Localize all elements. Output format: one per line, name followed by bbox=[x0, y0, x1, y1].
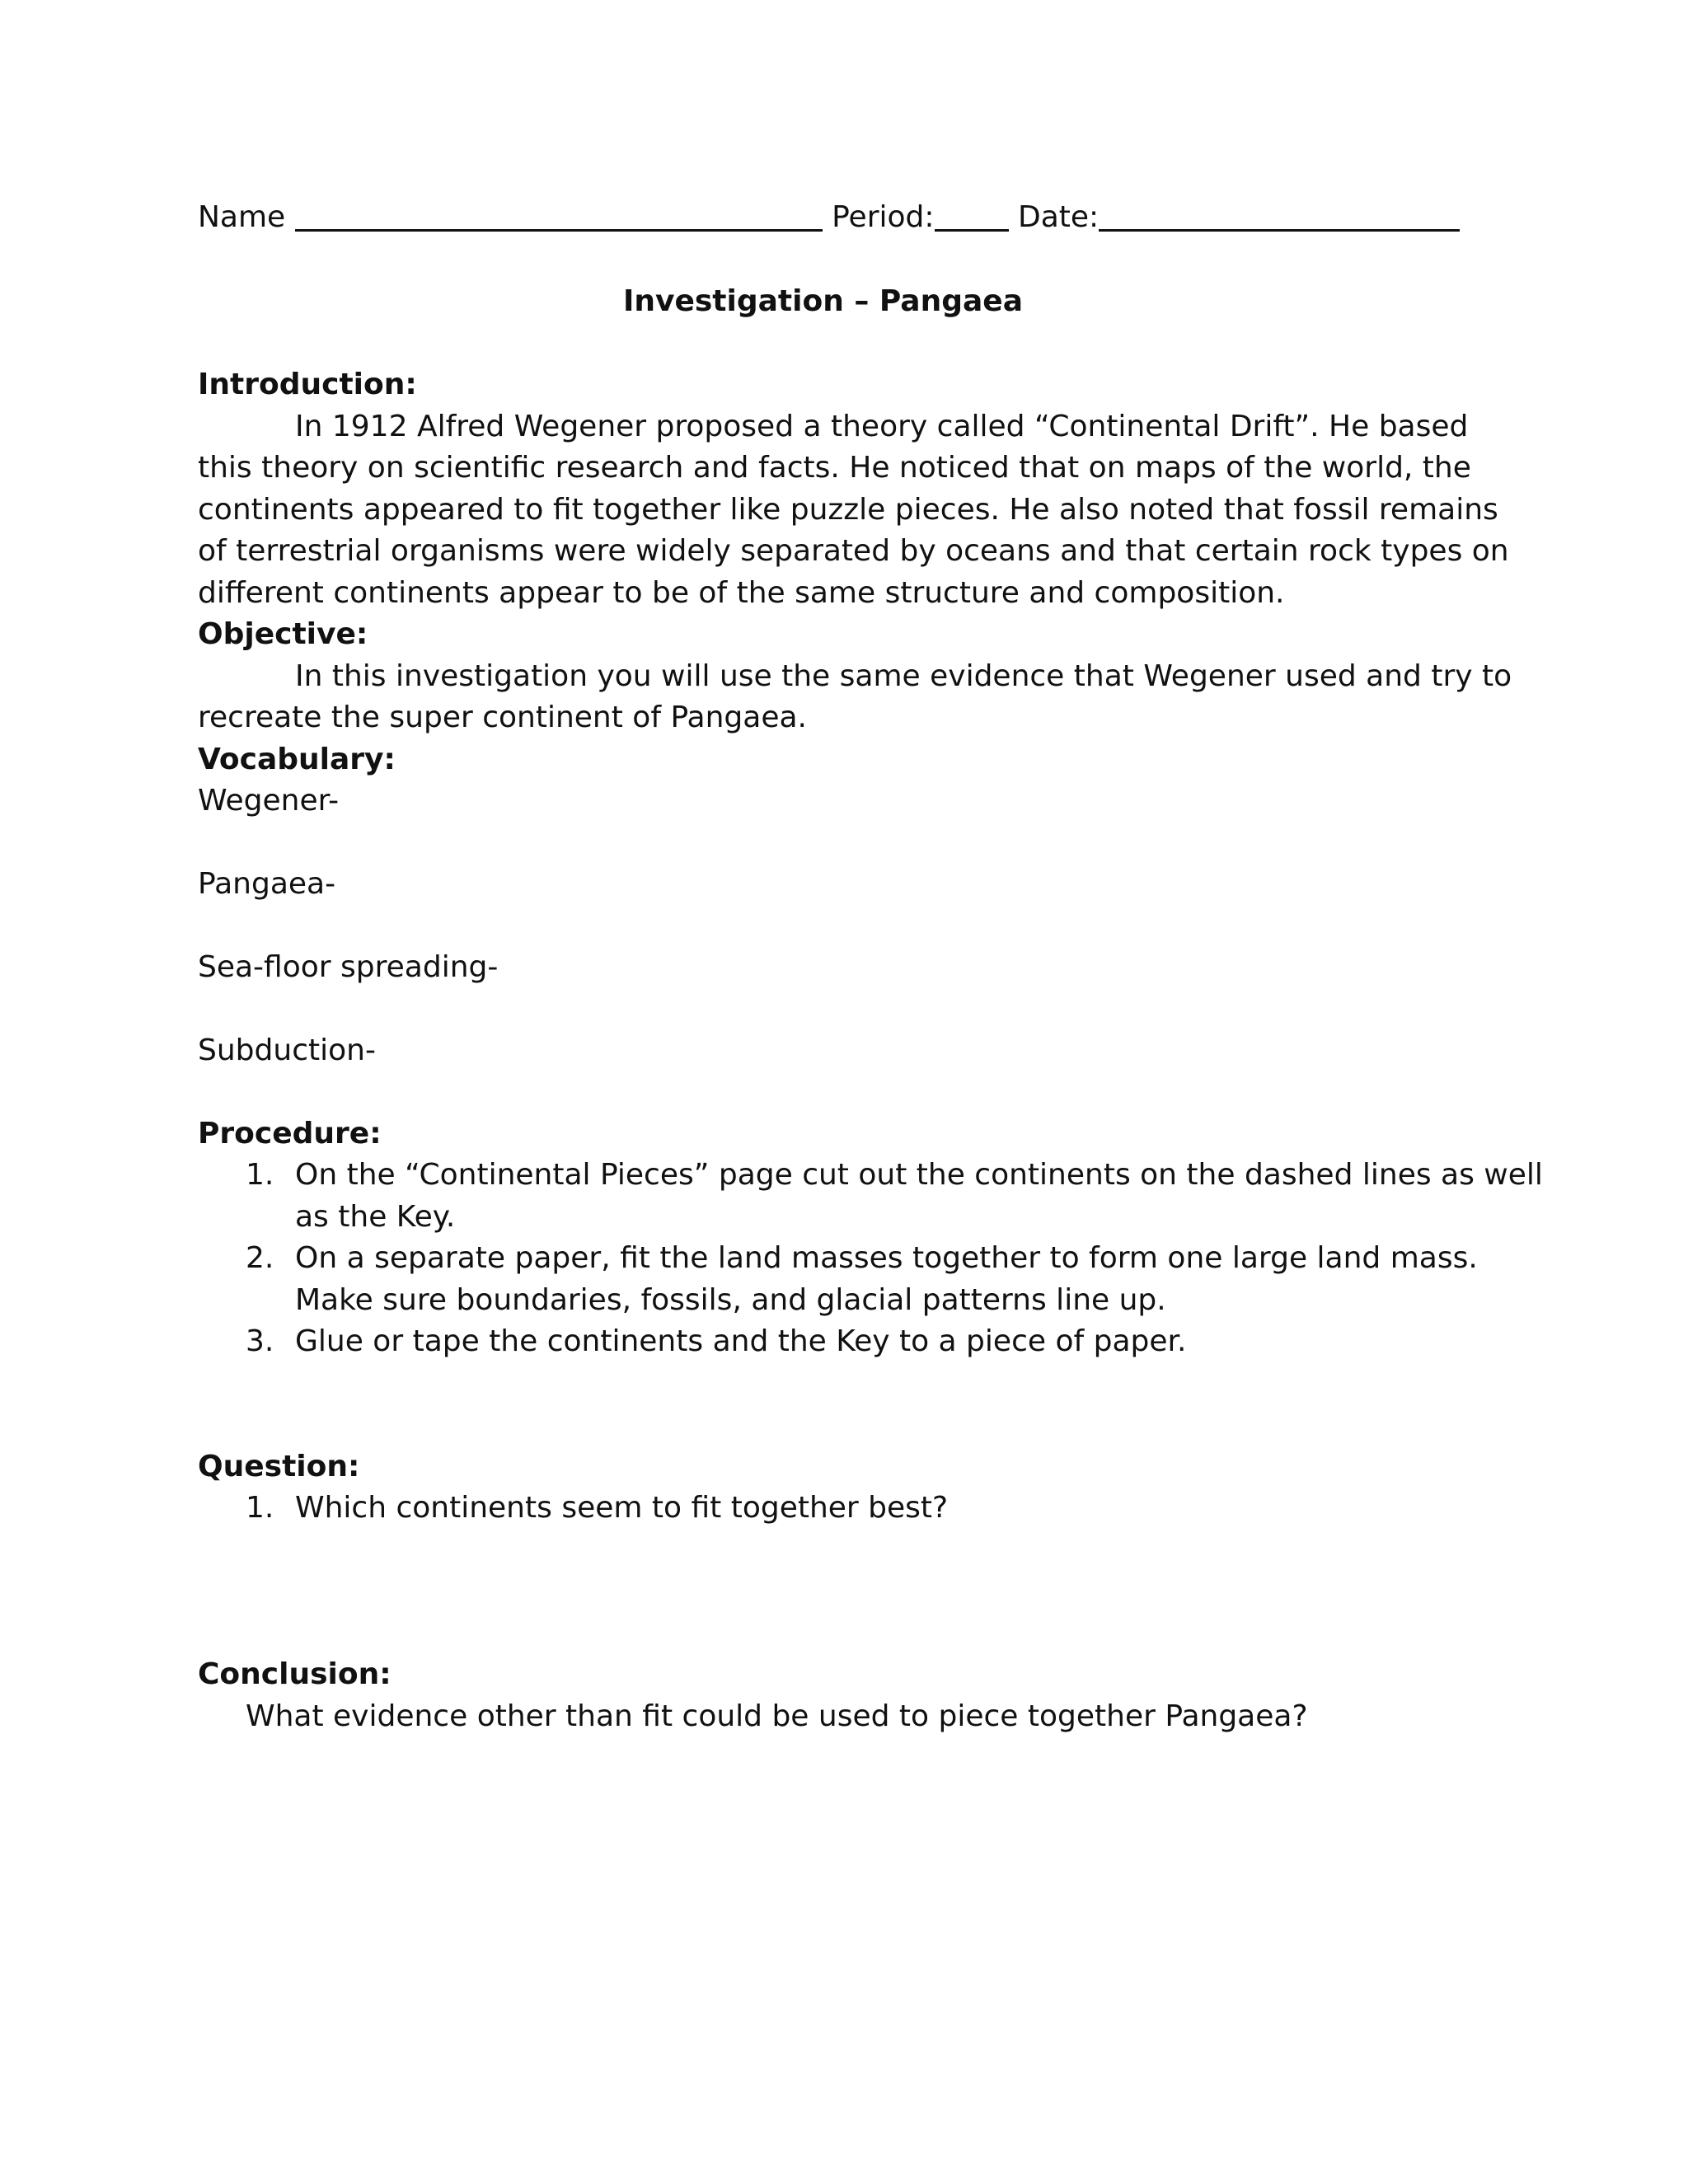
objective-line: recreate the super continent of Pangaea. bbox=[198, 701, 807, 734]
period-blank[interactable] bbox=[935, 201, 1009, 232]
vocab-term: Pangaea- bbox=[198, 867, 336, 901]
introduction-heading: Introduction: bbox=[198, 368, 417, 401]
header-line bbox=[198, 198, 1460, 237]
procedure-step-number: 1. bbox=[246, 1158, 274, 1192]
question-number: 1. bbox=[246, 1491, 274, 1525]
conclusion-heading: Conclusion: bbox=[198, 1657, 392, 1691]
procedure-step-line: as the Key. bbox=[295, 1200, 456, 1234]
question-text: Which continents seem to fit together best? bbox=[295, 1491, 949, 1525]
intro-line: continents appeared to fit together like puzzle pieces. He also noted that fossil remains bbox=[198, 493, 1498, 527]
worksheet-title: Investigation – Pangaea bbox=[622, 284, 1024, 318]
vocab-term: Sea-floor spreading- bbox=[198, 950, 499, 984]
period-label: Period: bbox=[832, 200, 935, 234]
date-label: Date: bbox=[1017, 200, 1100, 234]
procedure-step-number: 3. bbox=[246, 1324, 274, 1358]
procedure-heading: Procedure: bbox=[198, 1117, 382, 1151]
intro-line: this theory on scientific research and facts. He noticed that on maps of the world, the bbox=[198, 451, 1471, 485]
vocab-term: Subduction- bbox=[198, 1033, 376, 1067]
name-label: Name bbox=[198, 200, 286, 234]
vocabulary-heading: Vocabulary: bbox=[198, 743, 396, 776]
procedure-step-line: Glue or tape the continents and the Key to a piece of paper. bbox=[295, 1324, 1187, 1358]
intro-line: In 1912 Alfred Wegener proposed a theory called “Continental Drift”. He based bbox=[295, 410, 1469, 443]
procedure-step-line: On a separate paper, fit the land masses together to form one large land mass. bbox=[295, 1241, 1478, 1275]
objective-heading: Objective: bbox=[198, 617, 368, 651]
question-heading: Question: bbox=[198, 1450, 360, 1483]
procedure-step-line: On the “Continental Pieces” page cut out the continents on the dashed lines as well bbox=[295, 1158, 1543, 1192]
procedure-step-line: Make sure boundaries, fossils, and glacial patterns line up. bbox=[295, 1283, 1166, 1317]
name-blank[interactable] bbox=[295, 201, 823, 232]
conclusion-text: What evidence other than fit could be used to piece together Pangaea? bbox=[246, 1699, 1308, 1733]
objective-line: In this investigation you will use the same evidence that Wegener used and try to bbox=[295, 659, 1512, 693]
vocab-term: Wegener- bbox=[198, 784, 340, 818]
intro-line: different continents appear to be of the same structure and composition. bbox=[198, 576, 1285, 610]
procedure-step-number: 2. bbox=[246, 1241, 274, 1275]
date-blank[interactable] bbox=[1099, 201, 1460, 232]
intro-line: of terrestrial organisms were widely separated by oceans and that certain rock types on bbox=[198, 534, 1509, 568]
